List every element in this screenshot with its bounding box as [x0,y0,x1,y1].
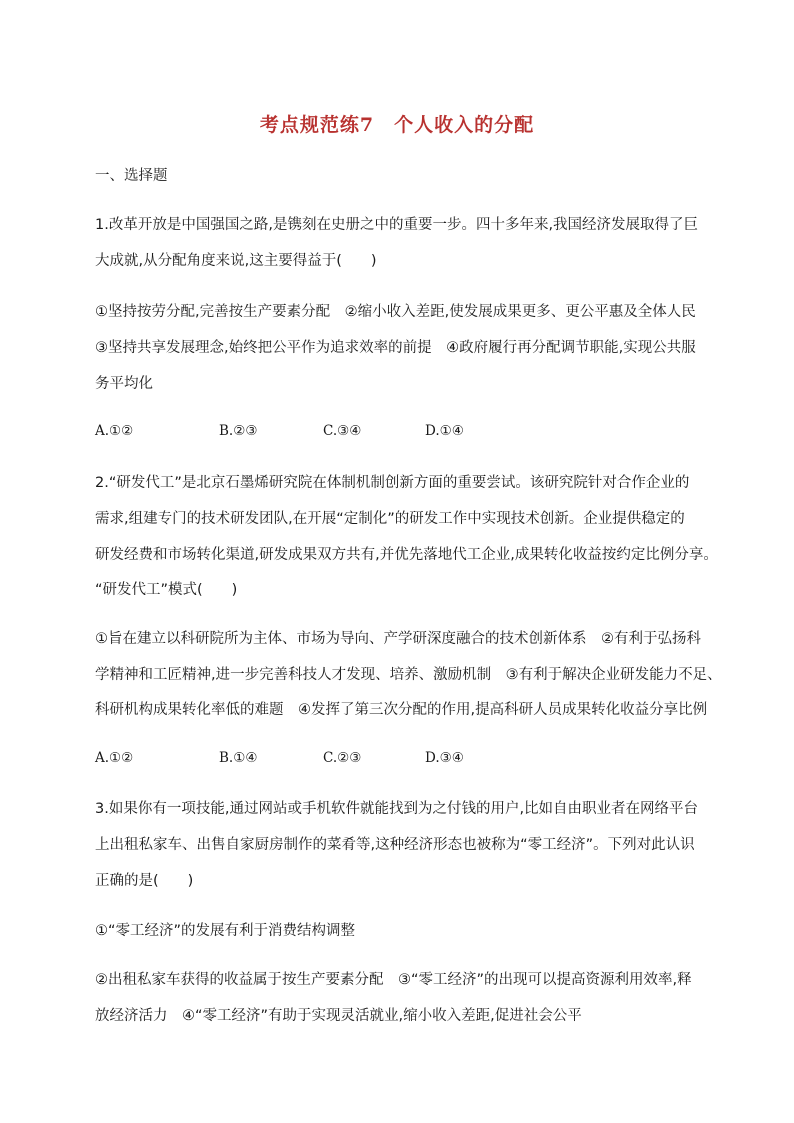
q2-stem-line-3: 研发经费和市场转化渠道,研发成果双方共有,并优先落地代工企业,成果转化收益按约定比例分享。 [95,547,718,563]
q2-stem-line-2: 需求,组建专门的技术研发团队,在开展“定制化”的研发工作中实现技术创新。企业提供稳定的 [95,511,685,527]
q3-stem-line-2: 上出租私家车、出售自家厨房制作的菜肴等,这种经济形态也被称为“零工经济”。下列对此认识 [95,837,695,853]
q3-stem-line-1: 3.如果你有一项技能,通过网站或手机软件就能找到为之付钱的用户,比如自由职业者在网络平台 [95,801,699,817]
q2-option-b[interactable]: B.①④ [219,750,258,766]
q1-option-a[interactable]: A.①② [95,423,134,439]
section-heading: 一、选择题 [95,168,168,184]
q2-item-line-1: ①旨在建立以科研院所为主体、市场为导向、产学研深度融合的技术创新体系 ②有利于弘扬科 [95,631,701,647]
q1-item-line-1: ①坚持按劳分配,完善按生产要素分配 ②缩小收入差距,使发展成果更多、更公平惠及全体人民 [95,304,696,320]
q3-stem-line-3: 正确的是( ) [95,873,194,889]
q2-item-line-3: 科研机构成果转化率低的难题 ④发挥了第三次分配的作用,提高科研人员成果转化收益分享比例 [95,702,708,718]
page-title: 考点规范练7 个人收入的分配 [259,114,535,136]
q1-item-line-3: 务平均化 [95,376,153,392]
q2-stem-line-4: “研发代工”模式( ) [95,582,238,598]
q3-item-line-3: 放经济活力 ④“零工经济”有助于实现灵活就业,缩小收入差距,促进社会公平 [95,1008,582,1024]
q1-stem-line-2: 大成就,从分配角度来说,这主要得益于( ) [95,253,377,269]
q2-option-c[interactable]: C.②③ [323,750,362,766]
q2-stem-line-1: 2.“研发代工”是北京石墨烯研究院在体制机制创新方面的重要尝试。该研究院针对合作企业的 [95,475,690,491]
q1-item-line-2: ③坚持共享发展理念,始终把公平作为追求效率的前提 ④政府履行再分配调节职能,实现公共服 [95,340,696,356]
q2-option-a[interactable]: A.①② [95,750,134,766]
q2-option-d[interactable]: D.③④ [425,750,464,766]
q2-item-line-2: 学精神和工匠精神,进一步完善科技人才发现、培养、激励机制 ③有利于解决企业研发能力不足、 [95,667,722,683]
q3-item-line-2: ②出租私家车获得的收益属于按生产要素分配 ③“零工经济”的出现可以提高资源利用效率,释 [95,972,692,988]
q1-option-c[interactable]: C.③④ [323,423,362,439]
q1-option-b[interactable]: B.②③ [219,423,258,439]
q3-item-line-1: ①“零工经济”的发展有利于消费结构调整 [95,923,356,939]
q1-stem-line-1: 1.改革开放是中国强国之路,是镌刻在史册之中的重要一步。四十多年来,我国经济发展取得了巨 [95,217,699,233]
q1-option-d[interactable]: D.①④ [425,423,464,439]
